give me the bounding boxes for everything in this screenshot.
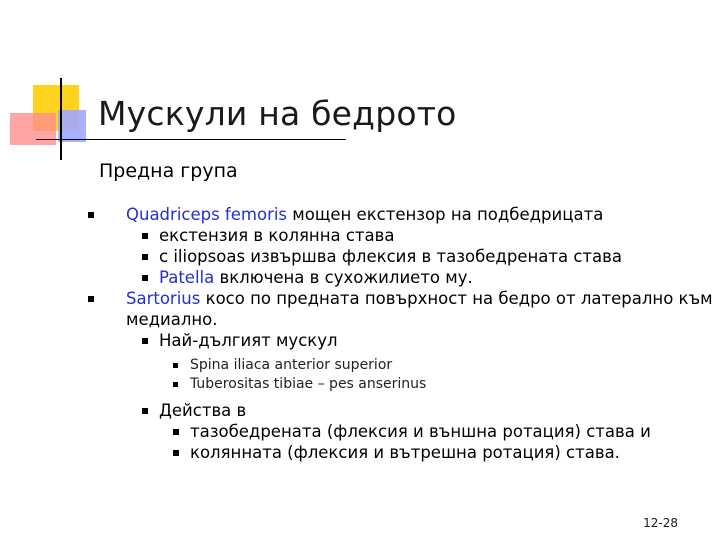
- item-text: тазобедрената (флексия и външна ротация) става и: [190, 422, 651, 441]
- term-sartorius: Sartorius: [126, 289, 201, 308]
- list-item-action: [0, 400, 720, 421]
- slide-title: Мускули на бедрото: [98, 94, 457, 133]
- list-item-sartorius: [0, 288, 720, 330]
- term-quadriceps: Quadriceps femoris: [126, 205, 288, 224]
- square-bullet-icon: [142, 254, 148, 260]
- item-text: Spina iliaca anterior superior: [190, 357, 393, 373]
- page-number: 12-28: [643, 516, 678, 530]
- item-text: колянната (флексия и вътрешна ротация) става.: [190, 443, 620, 462]
- item-text: Tuberositas tibiae – pes anserinus: [190, 376, 427, 392]
- square-bullet-icon: [173, 382, 178, 387]
- square-bullet-icon: [173, 363, 178, 368]
- term-patella: Patella: [159, 268, 215, 287]
- list-item-patella: [0, 267, 720, 288]
- deco-horizontal-line: [36, 139, 346, 140]
- item-text: Действа в: [159, 401, 247, 420]
- square-bullet-icon: [142, 408, 148, 414]
- item-text: с iliopsoas извършва флексия в тазобедрената става: [159, 247, 622, 266]
- list-item-hip: [0, 421, 720, 442]
- list-item-extension: [0, 225, 720, 246]
- item-text: екстензия в колянна става: [159, 226, 395, 245]
- list-item-origin: [0, 356, 720, 375]
- list-item-longest-muscle: [0, 330, 720, 351]
- item-text: косо по предната повърхност на бедро от латерално към: [200, 289, 713, 308]
- square-bullet-icon: [142, 275, 148, 281]
- deco-vertical-line: [60, 78, 62, 160]
- deco-blue-square: [58, 110, 86, 142]
- square-bullet-icon: [173, 450, 179, 456]
- item-text-continued: медиално.: [126, 310, 218, 329]
- item-text: Най-дългият мускул: [159, 331, 338, 350]
- square-bullet-icon: [88, 296, 94, 302]
- square-bullet-icon: [142, 233, 148, 239]
- list-item-insertion: [0, 375, 720, 394]
- bullet-list: [0, 204, 720, 463]
- square-bullet-icon: [173, 429, 179, 435]
- list-item-quadriceps: [0, 204, 720, 225]
- list-item-knee: [0, 442, 720, 463]
- item-text: включена в сухожилието му.: [214, 268, 473, 287]
- square-bullet-icon: [142, 338, 148, 344]
- item-text: мощен екстензор на подбедрицата: [287, 205, 604, 224]
- deco-red-square: [10, 113, 56, 145]
- slide-subtitle: Предна група: [99, 160, 238, 182]
- list-item-iliopsoas: [0, 246, 720, 267]
- square-bullet-icon: [88, 212, 94, 218]
